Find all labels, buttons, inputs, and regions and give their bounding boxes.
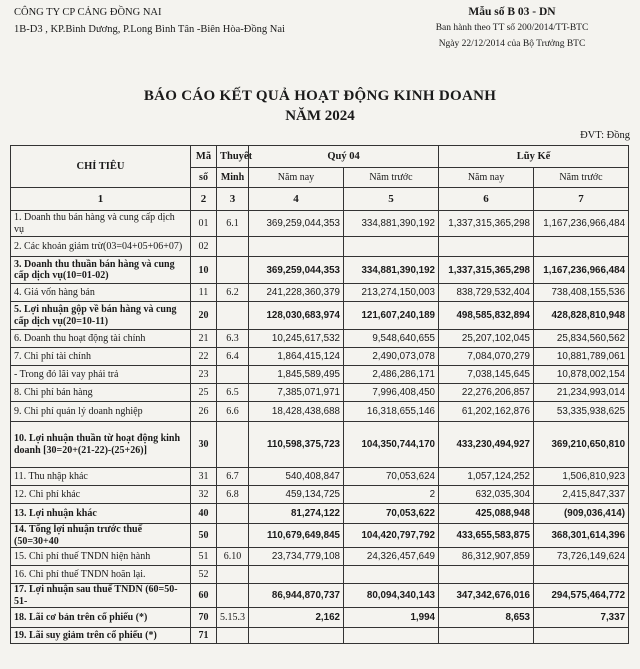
cell-label: 11. Thu nhập khác — [11, 468, 191, 486]
cell-label: 15. Chi phí thuế TNDN hiện hành — [11, 548, 191, 566]
q4-last-year-header: Năm trước — [344, 168, 439, 188]
cell-q4-prev: 1,994 — [344, 608, 439, 628]
cell-ytd-cur: 433,230,494,927 — [439, 422, 534, 468]
cell-code: 22 — [191, 348, 217, 366]
cell-note — [217, 584, 249, 608]
table-body — [11, 211, 629, 644]
table-row — [11, 584, 629, 608]
cell-q4-cur: 459,134,725 — [249, 486, 344, 504]
table-row — [11, 468, 629, 486]
cell-ytd-cur: 61,202,162,876 — [439, 402, 534, 422]
cell-ytd-cur: 632,035,304 — [439, 486, 534, 504]
cell-q4-prev: 213,274,150,003 — [344, 284, 439, 302]
cell-code: 26 — [191, 402, 217, 422]
column-number: 1 — [11, 188, 191, 211]
cell-ytd-prev — [534, 628, 629, 644]
table-row — [11, 628, 629, 644]
cell-code: 50 — [191, 524, 217, 548]
cell-note — [217, 302, 249, 330]
table-row — [11, 384, 629, 402]
cell-ytd-prev: 1,167,236,966,484 — [534, 257, 629, 284]
cell-q4-prev: 70,053,624 — [344, 468, 439, 486]
table-row — [11, 330, 629, 348]
cell-q4-prev: 104,420,797,792 — [344, 524, 439, 548]
cell-q4-cur: 23,734,779,108 — [249, 548, 344, 566]
indicator-header: CHỈ TIÊU — [11, 146, 191, 188]
cell-ytd-cur: 22,276,206,857 — [439, 384, 534, 402]
cell-ytd-cur — [439, 237, 534, 257]
cell-ytd-prev — [534, 237, 629, 257]
cell-ytd-cur: 7,084,070,279 — [439, 348, 534, 366]
q4-header: Quý 04 — [249, 146, 439, 168]
cell-ytd-cur: 86,312,907,859 — [439, 548, 534, 566]
cell-label: 1. Doanh thu bán hàng và cung cấp dịch vụ — [11, 211, 191, 237]
cell-code: 32 — [191, 486, 217, 504]
cell-q4-prev: 24,326,457,649 — [344, 548, 439, 566]
column-number-row — [11, 188, 629, 211]
cell-label: 5. Lợi nhuận gộp về bán hàng và cung cấp dịch vụ(20=10-11) — [11, 302, 191, 330]
cell-code: 21 — [191, 330, 217, 348]
report-title: BÁO CÁO KẾT QUẢ HOẠT ĐỘNG KINH DOANH — [143, 88, 497, 104]
form-number: Mẫu số B 03 - DN — [468, 6, 556, 18]
cell-q4-prev: 334,881,390,192 — [344, 257, 439, 284]
cell-q4-cur: 369,259,044,353 — [249, 257, 344, 284]
cell-ytd-cur: 1,057,124,252 — [439, 468, 534, 486]
column-number: 3 — [217, 188, 249, 211]
cell-q4-cur: 540,408,847 — [249, 468, 344, 486]
cell-label: 13. Lợi nhuận khác — [11, 504, 191, 524]
cell-ytd-cur — [439, 628, 534, 644]
cell-note: 6.5 — [217, 384, 249, 402]
cell-label: 12. Chi phí khác — [11, 486, 191, 504]
column-number: 4 — [249, 188, 344, 211]
cell-note: 6.6 — [217, 402, 249, 422]
cell-ytd-prev: 21,234,993,014 — [534, 384, 629, 402]
table-row — [11, 548, 629, 566]
cell-ytd-prev: 10,878,002,154 — [534, 366, 629, 384]
cell-q4-cur: 128,030,683,974 — [249, 302, 344, 330]
cell-ytd-prev — [534, 566, 629, 584]
cell-label: 9. Chi phí quản lý doanh nghiệp — [11, 402, 191, 422]
cell-label: 2. Các khoản giảm trừ(03=04+05+06+07) — [11, 237, 191, 257]
cell-q4-cur: 18,428,438,688 — [249, 402, 344, 422]
cell-label: 16. Chi phí thuế TNDN hoãn lại. — [11, 566, 191, 584]
cell-q4-prev: 9,548,640,655 — [344, 330, 439, 348]
cell-q4-cur: 86,944,870,737 — [249, 584, 344, 608]
cell-label: 3. Doanh thu thuần bán hàng và cung cấp dịch vụ(10=01-02) — [11, 257, 191, 284]
cell-q4-cur: 2,162 — [249, 608, 344, 628]
issued-date: Ngày 22/12/2014 của Bộ Trưởng BTC — [438, 39, 586, 49]
column-number: 5 — [344, 188, 439, 211]
cell-q4-prev: 16,318,655,146 — [344, 402, 439, 422]
cell-note — [217, 524, 249, 548]
cell-ytd-cur: 838,729,532,404 — [439, 284, 534, 302]
table-row — [11, 402, 629, 422]
cell-label: 8. Chi phí bán hàng — [11, 384, 191, 402]
cell-label: 14. Tổng lợi nhuận trước thuế (50=30+40 — [11, 524, 191, 548]
cell-ytd-prev: 294,575,464,772 — [534, 584, 629, 608]
cell-ytd-prev: 10,881,789,061 — [534, 348, 629, 366]
cell-note — [217, 237, 249, 257]
cell-label: 17. Lợi nhuận sau thuế TNDN (60=50-51- — [11, 584, 191, 608]
cell-code: 70 — [191, 608, 217, 628]
table-row — [11, 211, 629, 237]
report-year: NĂM 2024 — [285, 108, 355, 124]
cell-label: - Trong đó lãi vay phải trả — [11, 366, 191, 384]
cell-ytd-cur: 8,653 — [439, 608, 534, 628]
cell-ytd-prev: 7,337 — [534, 608, 629, 628]
table-row — [11, 237, 629, 257]
table-row — [11, 257, 629, 284]
cell-label: 6. Doanh thu hoạt động tài chính — [11, 330, 191, 348]
cell-q4-cur: 10,245,617,532 — [249, 330, 344, 348]
cell-code: 31 — [191, 468, 217, 486]
table-row — [11, 486, 629, 504]
ytd-this-year-header: Năm nay — [439, 168, 534, 188]
table-row — [11, 366, 629, 384]
cell-q4-cur — [249, 237, 344, 257]
cell-q4-prev — [344, 566, 439, 584]
table-row — [11, 608, 629, 628]
column-number: 6 — [439, 188, 534, 211]
cell-q4-cur: 110,679,649,845 — [249, 524, 344, 548]
company-name: CÔNG TY CP CẢNG ĐỒNG NAI — [14, 7, 162, 18]
cell-q4-prev: 7,996,408,450 — [344, 384, 439, 402]
cell-ytd-cur — [439, 566, 534, 584]
cell-q4-prev: 121,607,240,189 — [344, 302, 439, 330]
table-row — [11, 302, 629, 330]
cell-ytd-cur: 7,038,145,645 — [439, 366, 534, 384]
cell-ytd-prev: 73,726,149,624 — [534, 548, 629, 566]
cell-ytd-cur: 425,088,948 — [439, 504, 534, 524]
cell-q4-prev: 80,094,340,143 — [344, 584, 439, 608]
cell-ytd-prev: 428,828,810,948 — [534, 302, 629, 330]
cell-ytd-cur: 1,337,315,365,298 — [439, 211, 534, 237]
cell-code: 10 — [191, 257, 217, 284]
ytd-header: Lũy Kế — [439, 146, 629, 168]
cell-note: 6.4 — [217, 348, 249, 366]
cell-note — [217, 257, 249, 284]
cell-ytd-prev: (909,036,414) — [534, 504, 629, 524]
cell-ytd-prev: 2,415,847,337 — [534, 486, 629, 504]
cell-note: 5.15.3 — [217, 608, 249, 628]
cell-q4-prev: 334,881,390,192 — [344, 211, 439, 237]
cell-note — [217, 422, 249, 468]
cell-note — [217, 366, 249, 384]
ytd-last-year-header: Năm trước — [534, 168, 629, 188]
cell-code: 02 — [191, 237, 217, 257]
table-row — [11, 566, 629, 584]
cell-note — [217, 566, 249, 584]
cell-label: 7. Chi phí tài chính — [11, 348, 191, 366]
cell-code: 52 — [191, 566, 217, 584]
cell-code: 25 — [191, 384, 217, 402]
cell-label: 18. Lãi cơ bản trên cổ phiếu (*) — [11, 608, 191, 628]
cell-code: 23 — [191, 366, 217, 384]
cell-q4-prev — [344, 237, 439, 257]
cell-code: 51 — [191, 548, 217, 566]
table-row — [11, 348, 629, 366]
cell-ytd-prev: 53,335,938,625 — [534, 402, 629, 422]
cell-ytd-prev: 368,301,614,396 — [534, 524, 629, 548]
cell-note: 6.1 — [217, 211, 249, 237]
cell-code: 11 — [191, 284, 217, 302]
cell-note — [217, 628, 249, 644]
cell-label: 4. Giá vốn hàng bán — [11, 284, 191, 302]
cell-q4-cur — [249, 566, 344, 584]
code-header-2: số — [191, 168, 217, 188]
cell-code: 30 — [191, 422, 217, 468]
cell-note: 6.3 — [217, 330, 249, 348]
cell-q4-prev: 2 — [344, 486, 439, 504]
column-number: 2 — [191, 188, 217, 211]
cell-q4-cur: 1,864,415,124 — [249, 348, 344, 366]
cell-label: 19. Lãi suy giảm trên cổ phiếu (*) — [11, 628, 191, 644]
issued-by: Ban hành theo TT số 200/2014/TT-BTC — [435, 23, 589, 33]
q4-this-year-header: Năm nay — [249, 168, 344, 188]
cell-code: 01 — [191, 211, 217, 237]
cell-q4-cur: 7,385,071,971 — [249, 384, 344, 402]
code-header: Mã — [191, 146, 217, 168]
cell-q4-prev: 104,350,744,170 — [344, 422, 439, 468]
cell-ytd-cur: 347,342,676,016 — [439, 584, 534, 608]
cell-q4-cur: 1,845,589,495 — [249, 366, 344, 384]
cell-ytd-prev: 25,834,560,562 — [534, 330, 629, 348]
cell-label: 10. Lợi nhuận thuần từ hoạt động kinh doanh [30=20+(21-22)-(25+26)] — [11, 422, 191, 468]
cell-q4-cur: 241,228,360,379 — [249, 284, 344, 302]
column-number: 7 — [534, 188, 629, 211]
currency-unit: ĐVT: Đồng — [580, 130, 630, 141]
income-statement-table — [10, 145, 629, 644]
cell-q4-prev: 70,053,622 — [344, 504, 439, 524]
cell-q4-prev — [344, 628, 439, 644]
cell-code: 40 — [191, 504, 217, 524]
cell-ytd-cur: 1,337,315,365,298 — [439, 257, 534, 284]
company-header — [14, 4, 285, 38]
table-row — [11, 504, 629, 524]
company-address: 1B-D3 , KP.Bình Dương, P.Long Bình Tân -Biên Hòa-Đồng Nai — [14, 24, 285, 35]
cell-q4-cur: 369,259,044,353 — [249, 211, 344, 237]
cell-q4-cur — [249, 628, 344, 644]
cell-code: 20 — [191, 302, 217, 330]
table-row — [11, 284, 629, 302]
cell-ytd-prev: 1,167,236,966,484 — [534, 211, 629, 237]
note-header-2: Minh — [217, 168, 249, 188]
table-row — [11, 524, 629, 548]
note-header: Thuyết — [217, 146, 249, 168]
cell-code: 60 — [191, 584, 217, 608]
cell-ytd-prev: 369,210,650,810 — [534, 422, 629, 468]
cell-ytd-cur: 433,655,583,875 — [439, 524, 534, 548]
cell-code: 71 — [191, 628, 217, 644]
cell-note: 6.7 — [217, 468, 249, 486]
cell-ytd-cur: 25,207,102,045 — [439, 330, 534, 348]
cell-q4-prev: 2,490,073,078 — [344, 348, 439, 366]
cell-q4-cur: 81,274,122 — [249, 504, 344, 524]
form-header — [412, 4, 612, 52]
cell-ytd-cur: 498,585,832,894 — [439, 302, 534, 330]
cell-ytd-prev: 738,408,155,536 — [534, 284, 629, 302]
cell-q4-prev: 2,486,286,171 — [344, 366, 439, 384]
cell-note: 6.8 — [217, 486, 249, 504]
cell-note — [217, 504, 249, 524]
table-row — [11, 422, 629, 468]
cell-ytd-prev: 1,506,810,923 — [534, 468, 629, 486]
cell-note: 6.2 — [217, 284, 249, 302]
cell-note: 6.10 — [217, 548, 249, 566]
cell-q4-cur: 110,598,375,723 — [249, 422, 344, 468]
